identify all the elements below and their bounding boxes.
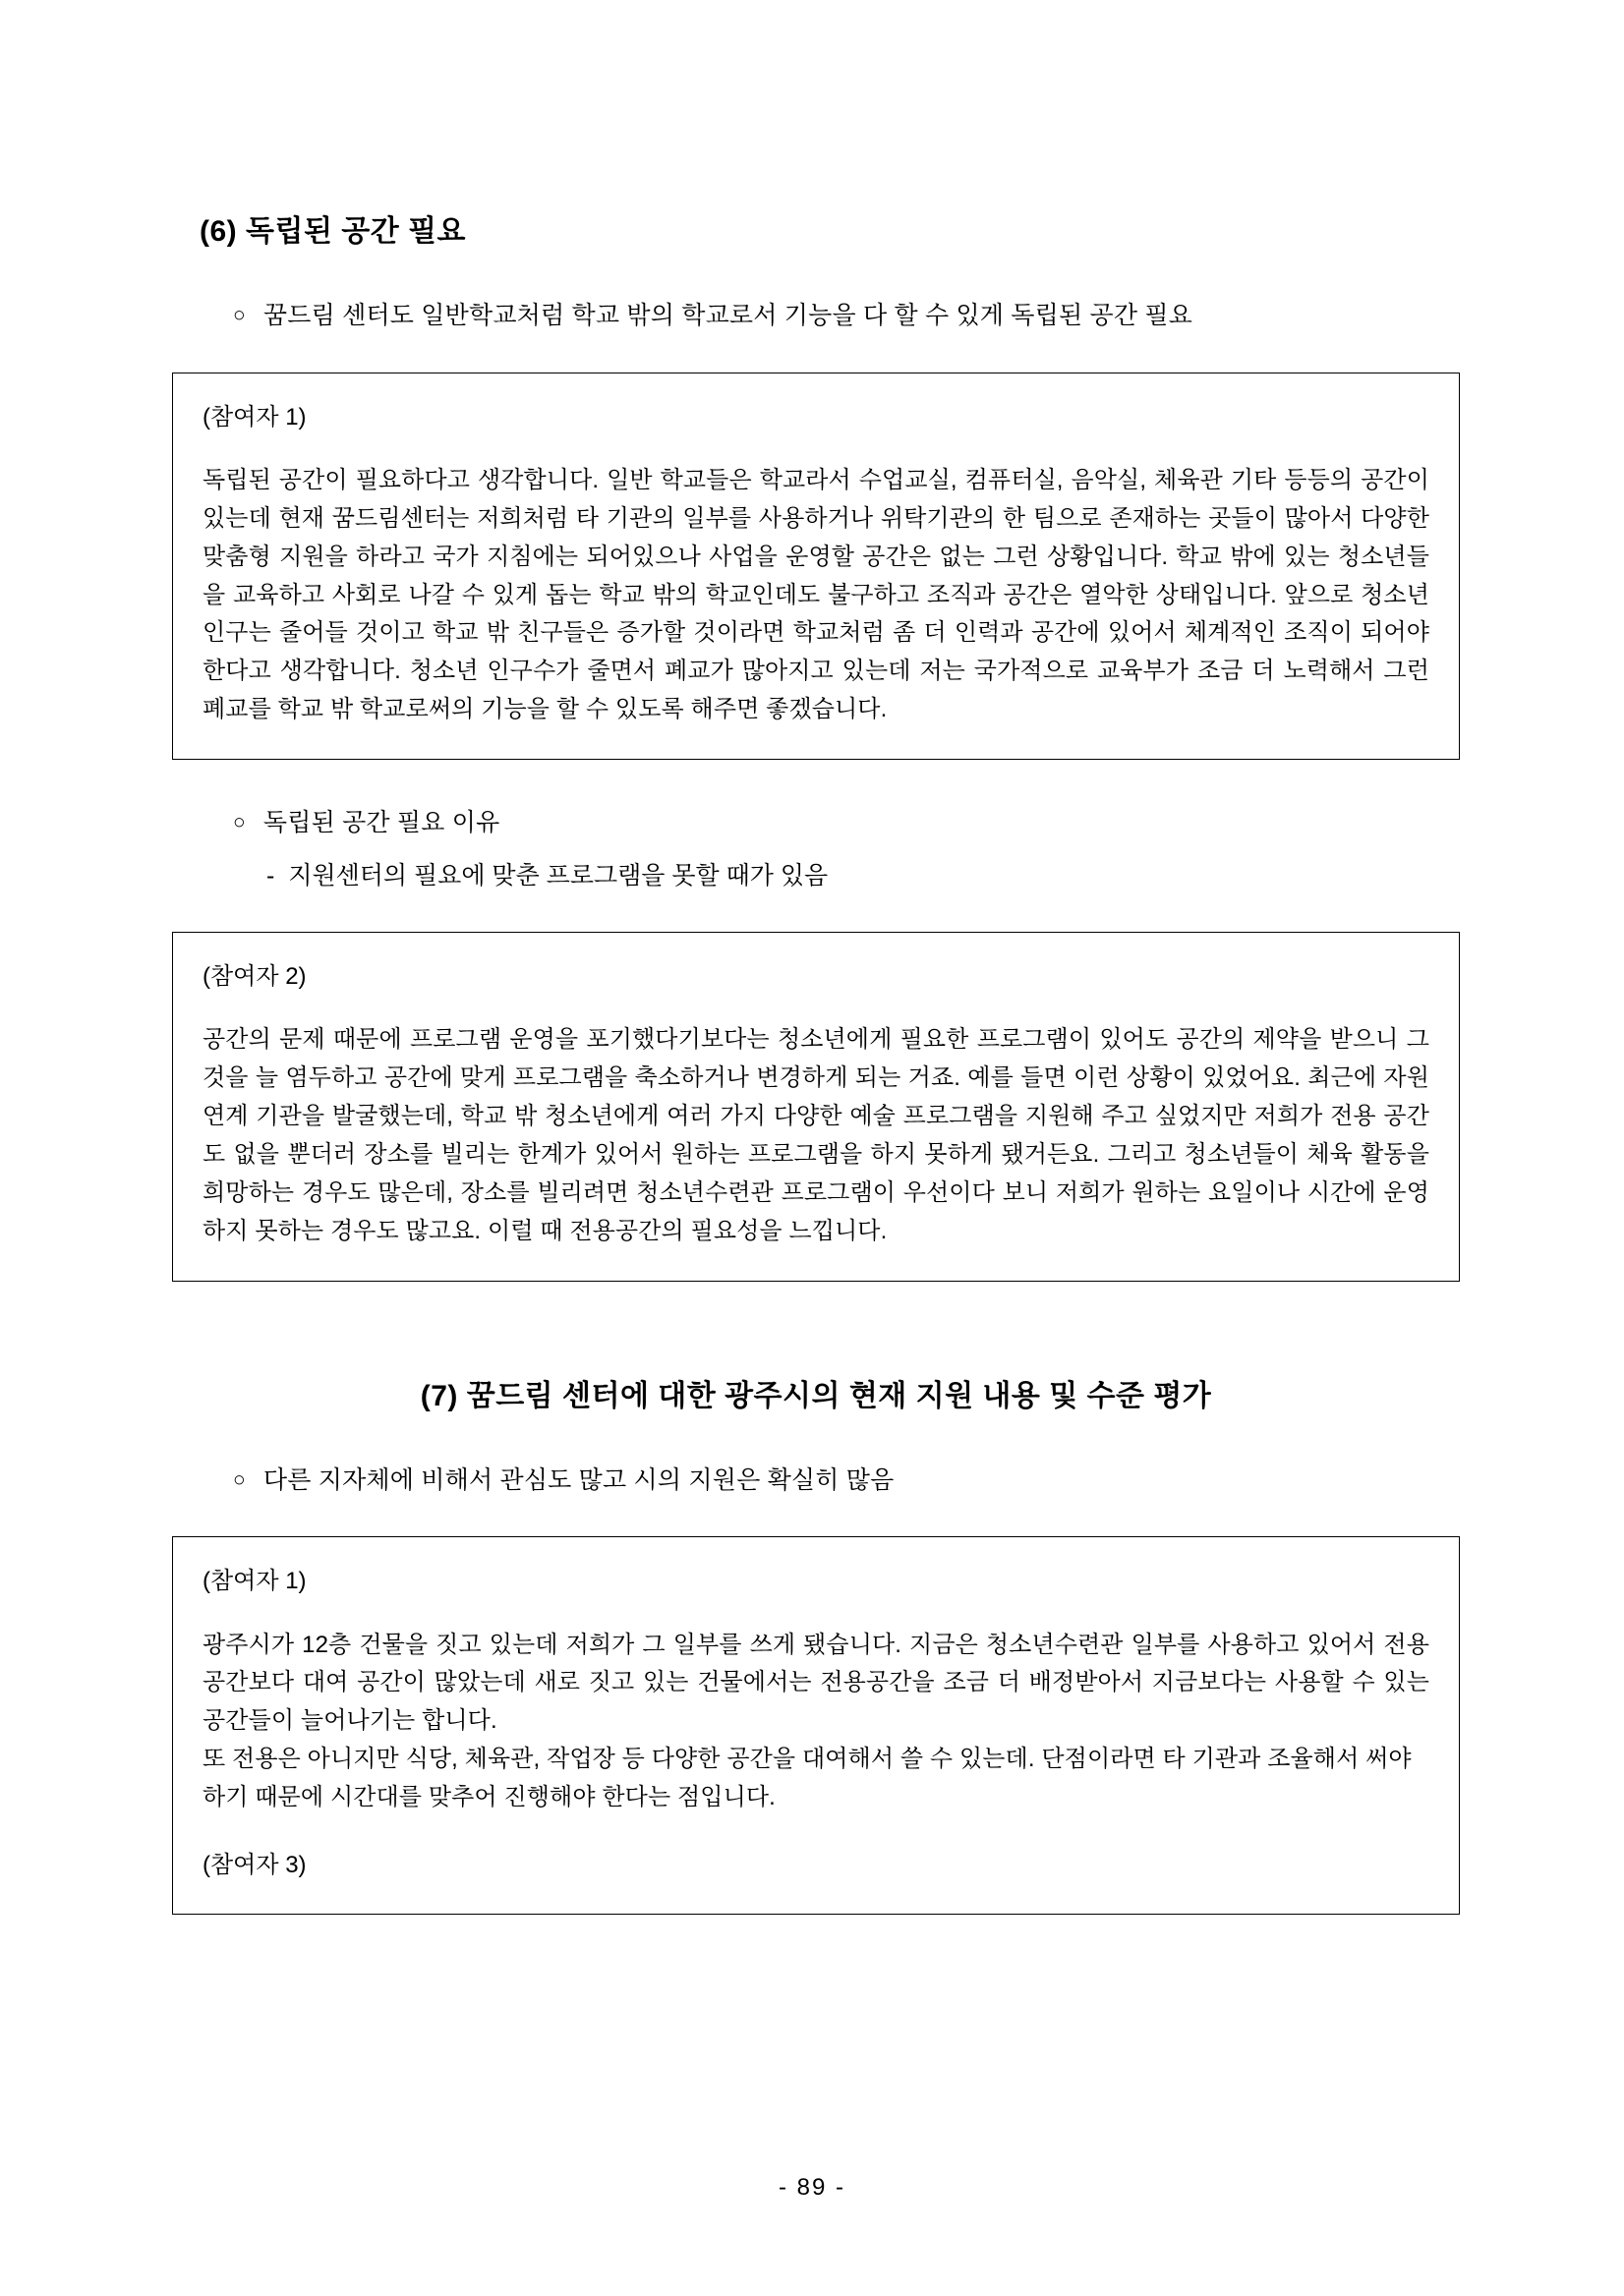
dash-bullet-icon: - [266, 861, 275, 890]
quote-body-text: 공간의 문제 때문에 프로그램 운영을 포기했다기보다는 청소년에게 필요한 프로그램이 있어도 공간의 제약을 받으니 그것을 늘 염두하고 공간에 맞게 프로그램을 축소하거나 변경하게 되는 거죠. 예를 들면 이런 상황이 있었어요. 최근에 자원 연계 기관을 발굴했는데, 학교 밖 청소년에게 여러 가지 다양한 예술 프로그램을 지원해 주고 싶었지만 저희가 전용 공간도 없을 뿐더러 장소를 빌리는 한계가 있어서 원하는 프로그램을 하지 못하게 됐거든요. 그리고 청소년들이 체육 활동을 희망하는 경우도 많은데, 장소를 빌리려면 청소년수련관 프로그램이 우선이다 보니 저희가 원하는 요일이나 시간에 운영하지 못하는 경우도 많고요. 이럴 때 전용공간의 필요성을 느낍니다. [203, 1026, 1429, 1244]
circle-bullet-icon: ○ [233, 304, 246, 326]
section-6-heading: (6) 독립된 공간 필요 [200, 215, 467, 248]
section-7-bullet-1 [233, 1463, 1460, 1500]
quote-body-paragraph-2: 또 전용은 아니지만 식당, 체육관, 작업장 등 다양한 공간을 대여해서 쓸 수 있는데. 단점이라면 타 기관과 조율해서 써야하기 때문에 시간대를 맞추어 진행해야 한다는 점입니다. [203, 1746, 1412, 1811]
section-6-bullet-1-text: 꿈드림 센터도 일반학교처럼 학교 밖의 학교로서 기능을 다 할 수 있게 독립된 공간 필요 [262, 302, 1193, 329]
quote-speaker-label: (참여자 1) [203, 403, 307, 430]
section-7-bullet-1-text: 다른 지자체에 비해서 관심도 많고 시의 지원은 확실히 많음 [262, 1465, 895, 1494]
circle-bullet-icon: ○ [233, 811, 246, 834]
quote-speaker-label: (참여자 1) [203, 1568, 307, 1595]
quote-body-paragraph-1: 광주시가 12층 건물을 짓고 있는데 저희가 그 일부를 쓰게 됐습니다. 지금은 청소년수련관 일부를 사용하고 있어서 전용공간보다 대여 공간이 많았는데 새로 짓고 있는 건물에서는 전용공간을 조금 더 배정받아서 지금보다는 사용할 수 있는 공간들이 늘어나기는 합니다. [203, 1631, 1429, 1735]
quote-body-text: 독립된 공간이 필요하다고 생각합니다. 일반 학교들은 학교라서 수업교실, 컴퓨터실, 음악실, 체육관 기타 등등의 공간이 있는데 현재 꿈드림센터는 저희처럼 타 기관의 일부를 사용하거나 위탁기관의 한 팀으로 존재하는 곳들이 많아서 다양한 맞춤형 지원을 하라고 국가 지침에는 되어있으나 사업을 운영할 공간은 없는 그런 상황입니다. 학교 밖에 있는 청소년들을 교육하고 사회로 나갈 수 있게 돕는 학교 밖의 학교인데도 불구하고 조직과 공간은 열악한 상태입니다. 앞으로 청소년 인구는 줄어들 것이고 학교 밖 친구들은 증가할 것이라면 학교처럼 좀 더 인력과 공간에 있어서 체계적인 조직이 되어야 한다고 생각합니다. 청소년 인구수가 줄면서 폐교가 많아지고 있는데 저는 국가적으로 교육부가 조금 더 노력해서 그런 폐교를 학교 밖 학교로써의 기능을 할 수 있도록 해주면 좋겠습니다. [203, 466, 1429, 723]
page-number: - 89 - [778, 2174, 845, 2201]
section-7-quote-box-1 [172, 1536, 1460, 1915]
section-6-subbullet [266, 858, 1460, 895]
quote-speaker-label: (참여자 2) [203, 963, 307, 991]
section-6-quote-box-1 [172, 373, 1460, 761]
page-content [172, 211, 1460, 1915]
section-6-subbullet-text: 지원센터의 필요에 맞춘 프로그램을 못할 때가 있음 [288, 861, 829, 890]
circle-bullet-icon: ○ [233, 1467, 246, 1491]
section-6-bullet-1 [233, 298, 1460, 335]
quote-speaker-label-2: (참여자 3) [203, 1851, 307, 1878]
section-7-heading: (7) 꿈드림 센터에 대한 광주시의 현재 지원 내용 및 수준 평가 [420, 1379, 1212, 1412]
section-spacer [172, 1282, 1460, 1376]
section-6-quote-box-2 [172, 932, 1460, 1282]
section-6-bullet-2-text: 독립된 공간 필요 이유 [262, 809, 500, 837]
section-6-bullet-2 [233, 805, 1460, 842]
